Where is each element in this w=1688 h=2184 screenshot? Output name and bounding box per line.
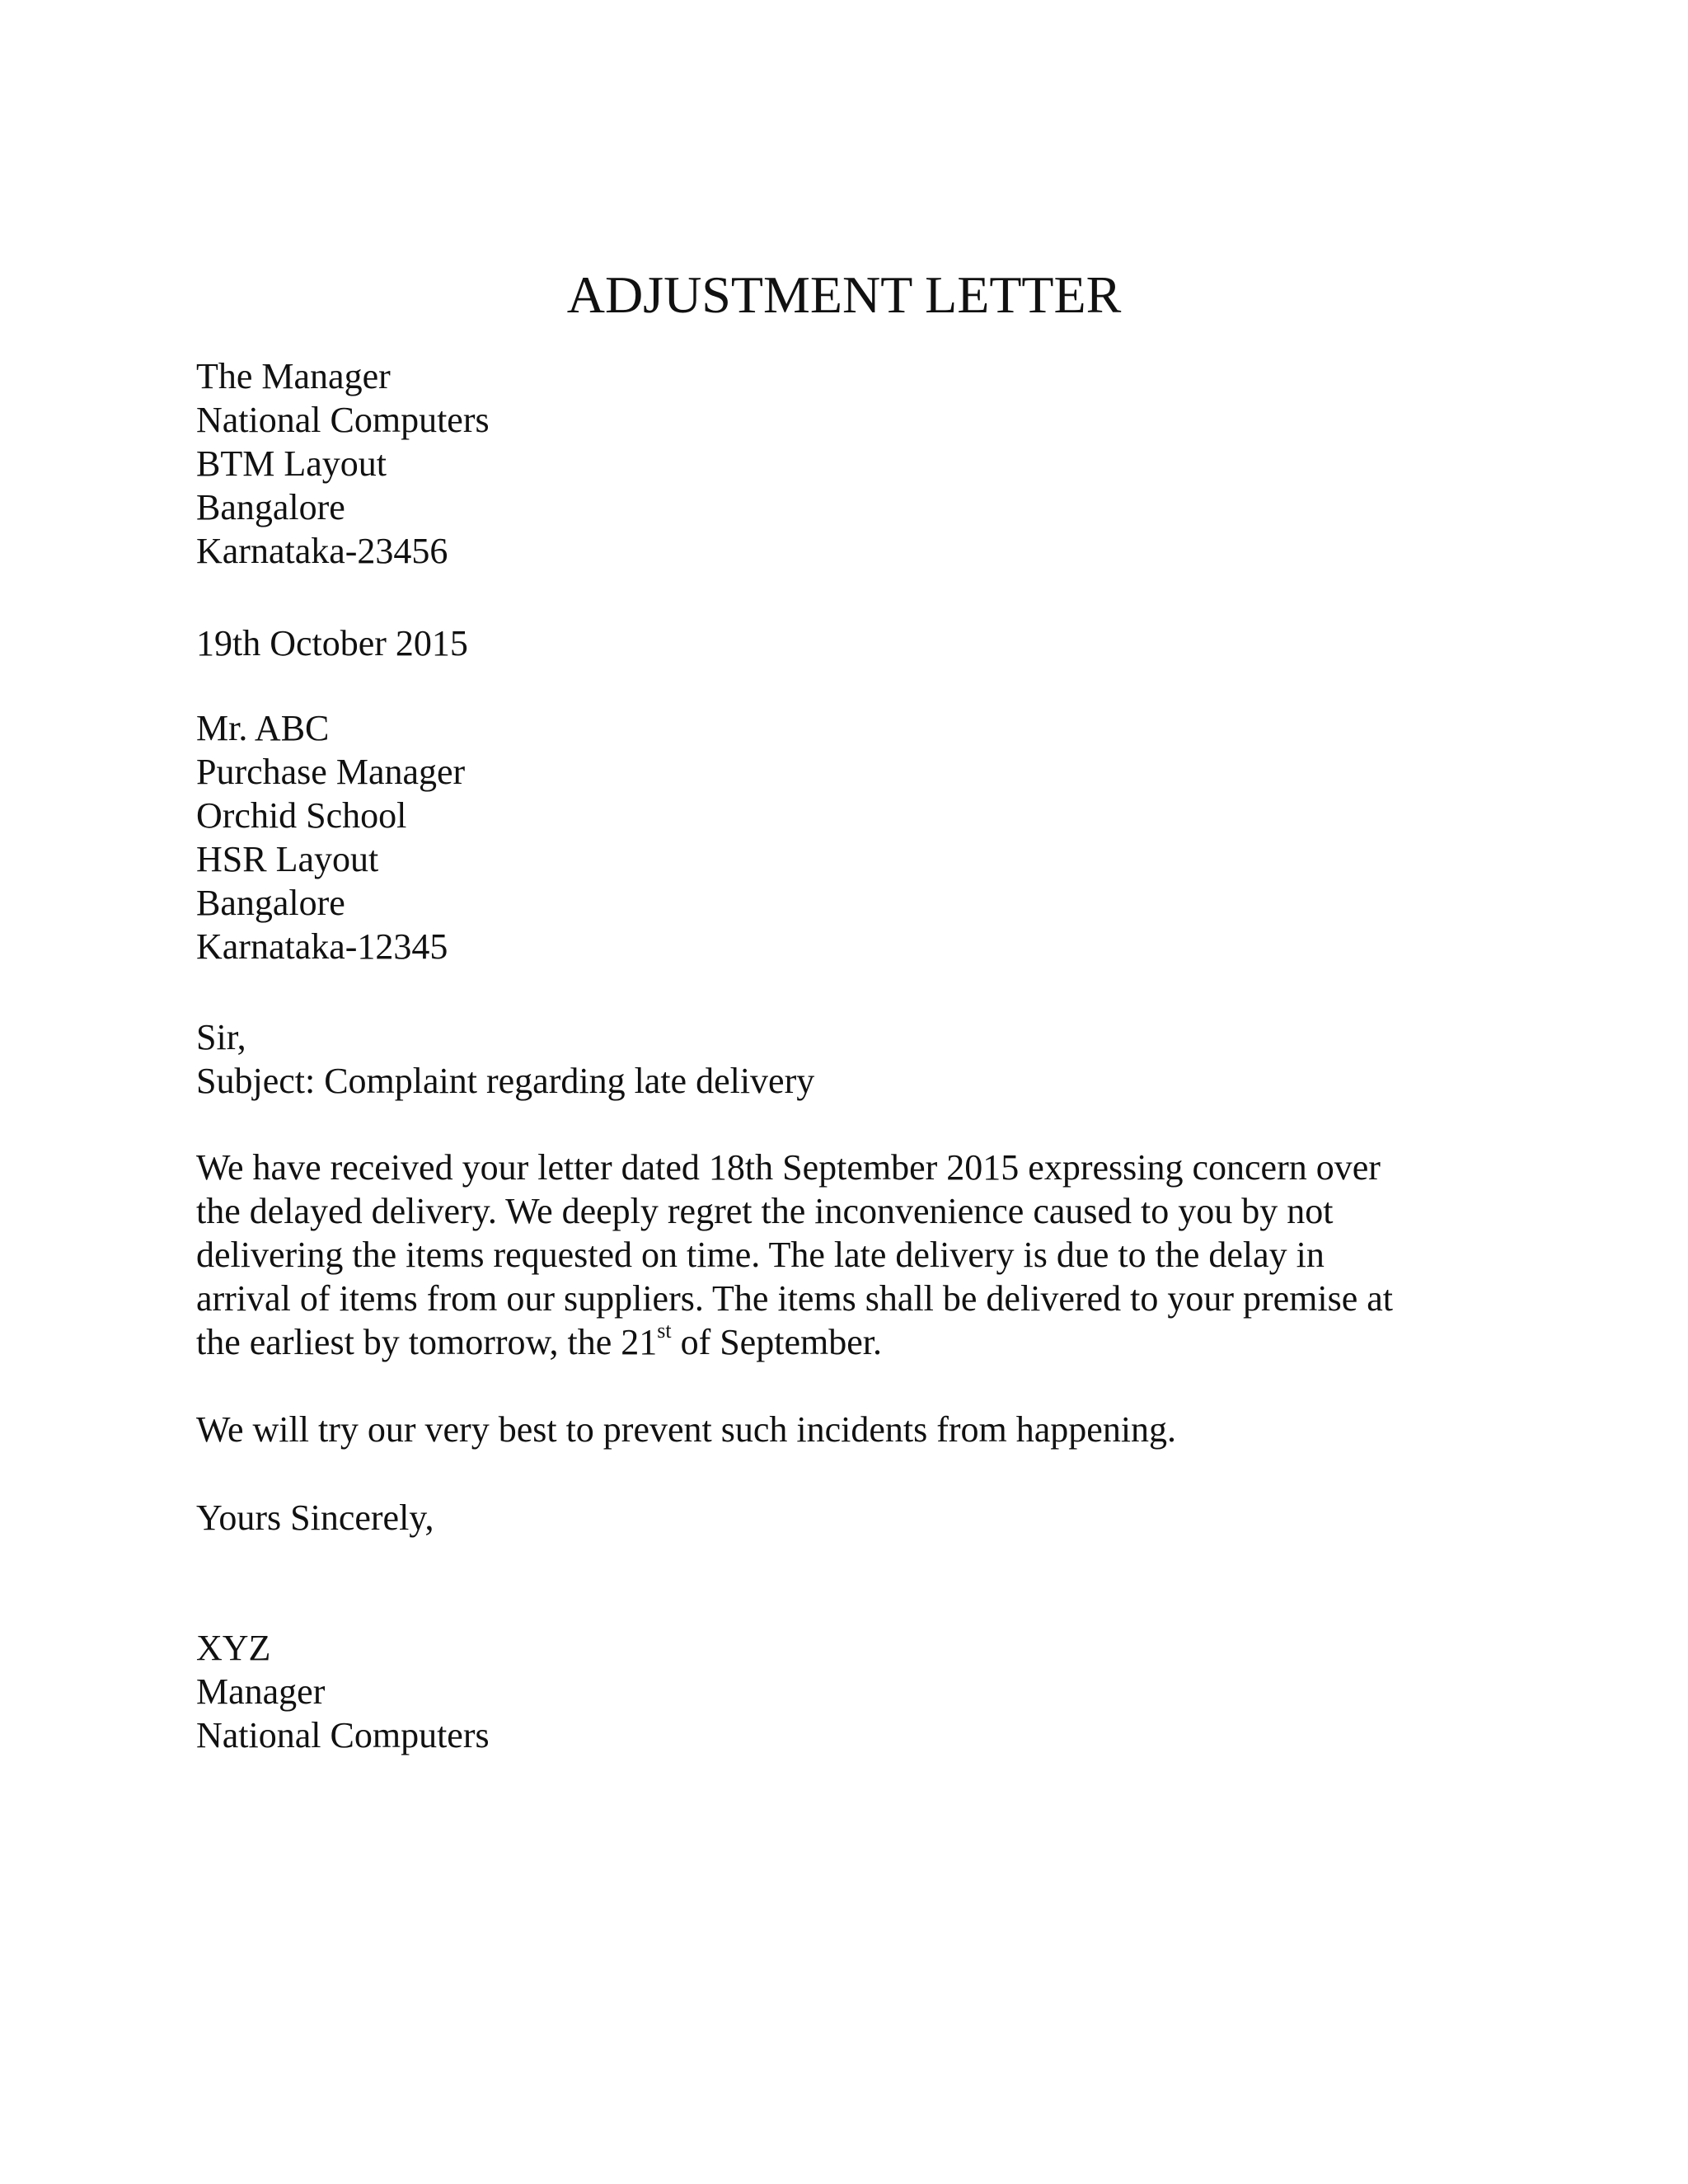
body-paragraph xyxy=(196,1146,1482,1364)
salutation: Sir, xyxy=(196,1017,246,1057)
salutation-block xyxy=(196,1015,814,1103)
recipient-line: HSR Layout xyxy=(196,839,379,879)
sign-off: Yours Sincerely, xyxy=(196,1497,434,1538)
sender-line: The Manager xyxy=(196,356,391,396)
body-line: delivering the items requested on time. The late delivery is due to the delay in xyxy=(196,1235,1325,1275)
body-line-text: of September. xyxy=(671,1322,882,1362)
sender-line: National Computers xyxy=(196,400,490,440)
signatory-name: XYZ xyxy=(196,1628,271,1668)
body-line xyxy=(196,1320,1482,1364)
sender-line: BTM Layout xyxy=(196,443,387,484)
subject-line: Subject: Complaint regarding late delivery xyxy=(196,1061,815,1101)
sender-address xyxy=(196,354,490,573)
body-line-text: the earliest by tomorrow, the 21 xyxy=(196,1322,658,1362)
closing-paragraph: We will try our very best to prevent such incidents from happening. xyxy=(196,1409,1177,1450)
ordinal-suffix: st xyxy=(657,1319,672,1343)
signatory-title: Manager xyxy=(196,1671,326,1712)
recipient-address xyxy=(196,706,465,968)
signature-block xyxy=(196,1626,490,1757)
recipient-line: Karnataka-12345 xyxy=(196,926,448,967)
recipient-line: Purchase Manager xyxy=(196,752,466,792)
recipient-line: Orchid School xyxy=(196,795,407,836)
recipient-line: Mr. ABC xyxy=(196,708,330,748)
sender-line: Karnataka-23456 xyxy=(196,531,448,571)
body-line: We have received your letter dated 18th September 2015 expressing concern over xyxy=(196,1147,1381,1188)
letter-title: ADJUSTMENT LETTER xyxy=(566,265,1122,324)
body-line: the delayed delivery. We deeply regret the inconvenience caused to you by not xyxy=(196,1191,1334,1231)
recipient-line: Bangalore xyxy=(196,883,345,923)
sender-line: Bangalore xyxy=(196,487,345,527)
signatory-company: National Computers xyxy=(196,1715,490,1755)
letter-date: 19th October 2015 xyxy=(196,623,468,663)
body-line: arrival of items from our suppliers. The items shall be delivered to your premise at xyxy=(196,1278,1394,1319)
